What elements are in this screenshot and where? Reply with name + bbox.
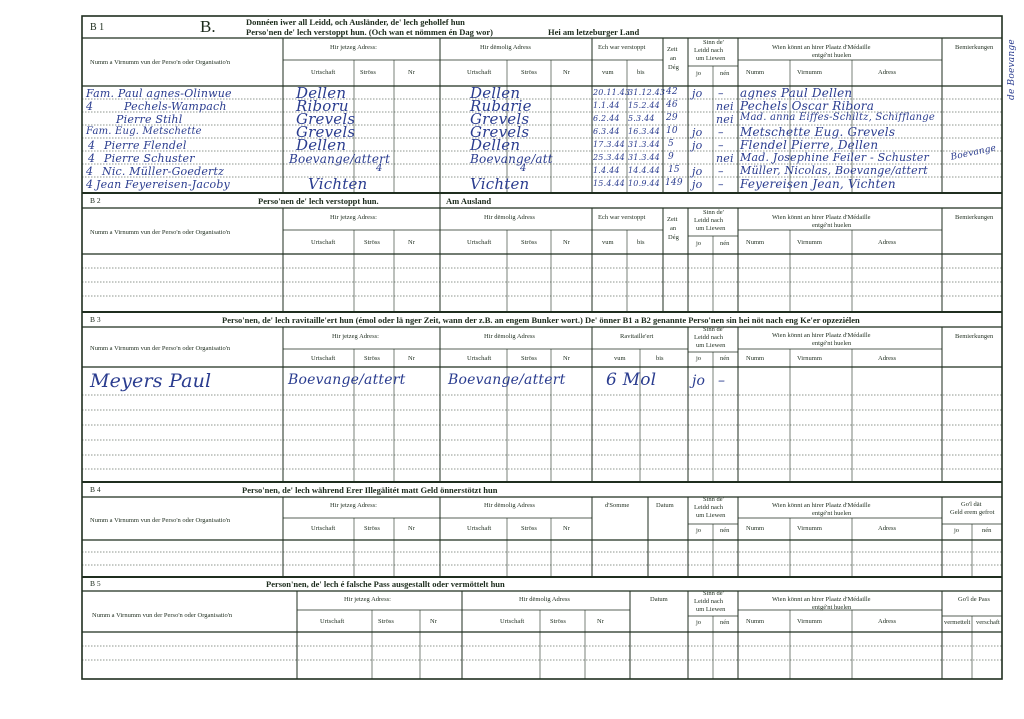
b1-hidden-header: Ech war verstoppt	[598, 44, 646, 51]
b5-town-header: Urtschaft	[320, 618, 345, 625]
b3-row-alive-yes: jo	[692, 373, 706, 389]
b1-row-from: 17.3.44	[593, 140, 625, 149]
b3-number-header: Nr	[408, 355, 415, 362]
b1-row-ditto: 4	[86, 178, 94, 191]
b2-street-header: Ströss	[364, 239, 380, 246]
b2-maddress-header: Adress	[878, 239, 897, 246]
b5-former-address-header: Hir dëmolig Adress	[519, 596, 570, 603]
b2-town-header: Urtschaft	[311, 239, 336, 246]
b1-row-medal: Pechels Oscar Ribora	[740, 99, 875, 113]
section-b-letter: B.	[200, 17, 216, 36]
b1-row-current-town: Grevels	[296, 110, 356, 128]
b2-hidden-header: Ech war verstoppt	[598, 214, 646, 221]
b1-row-former-town: Dellen	[470, 136, 521, 154]
section-b1-title-2: Perso'nen de' lech verstoppt hun. (Och wan et nömmen én Dag wor)	[246, 27, 493, 37]
b1-former-address-header: Hir dëmolig Adress	[480, 44, 531, 51]
section-b1-title-1: Donnéen iwer all Leidd, och Ausländer, de' lech gehollef hun	[246, 17, 465, 27]
b1-no-header: nén	[720, 70, 730, 77]
b1-row-alive-yes: jo	[692, 178, 703, 191]
b1-row-days: 5	[668, 139, 674, 149]
b3-former-number-header: Nr	[563, 355, 570, 362]
b3-yes-header: jo	[696, 355, 702, 362]
b1-row-to: 31.3.44	[628, 153, 660, 162]
b3-row-period: 6 Mol	[606, 370, 657, 390]
b5-yes-header: jo	[696, 619, 702, 626]
b1-maddress-header: Adress	[878, 69, 897, 76]
b1-row-days: 46	[666, 100, 678, 110]
b2-days-header-1: Zeit	[667, 216, 678, 223]
b1-row-from: 20.11.43	[593, 88, 631, 97]
b2-remarks-header: Bemierkungen	[955, 214, 994, 221]
b2-yes-header: jo	[696, 240, 702, 247]
b1-days-header-3: Dég	[668, 64, 679, 71]
margin-vertical-note: de Boevange	[1007, 39, 1017, 100]
b2-to-header: bis	[637, 239, 645, 246]
b1-row-name: Fam. Paul agnes-Olinwue	[86, 87, 232, 100]
b1-row-alive-yes: jo	[692, 165, 703, 178]
b1-row-to: 5.3.44	[628, 114, 655, 123]
b1-row-current-town: Riboru	[296, 97, 349, 115]
b1-row-former-town: Grevels	[470, 110, 530, 128]
b4-money-yes-header: jo	[954, 527, 960, 534]
b5-pass-made-header: verschaft	[976, 619, 1000, 626]
b3-alive-header-1: Sinn de'	[703, 326, 724, 333]
b1-mname-header: Numm	[746, 69, 765, 76]
b5-street-header: Ströss	[378, 618, 394, 625]
b1-row-name: Jean Feyereisen-Jacoby	[96, 178, 230, 191]
b1-days-header-1: Zeit	[667, 46, 678, 53]
b3-remarks-header: Bemierkungen	[955, 333, 994, 340]
b1-row-alive-no: nei	[716, 152, 734, 165]
b5-date-header: Datum	[650, 596, 668, 603]
b4-money-header-2: Geld erem gefrot	[950, 509, 995, 516]
b1-yes-header: jo	[696, 70, 702, 77]
b5-former-town-header: Urtschaft	[500, 618, 525, 625]
b4-money-no-header: nén	[982, 527, 992, 534]
b4-alive-header-2: Leidd nach	[694, 504, 724, 511]
b3-row-former-town: Boevange/attert	[448, 372, 566, 388]
b5-former-number-header: Nr	[597, 618, 604, 625]
b4-medal-header-1: Wien könnt an hirer Plaatz d'Médaille	[772, 502, 871, 509]
b1-current-address-header: Hir jetzeg Adress:	[330, 44, 377, 51]
b1-former-street-header: Ströss	[521, 69, 537, 76]
b1-row-from: 1.1.44	[593, 101, 620, 110]
b2-alive-header-3: um Liewen	[696, 225, 726, 232]
b1-row-name: Nic. Müller-Goedertz	[102, 165, 225, 178]
b2-from-header: vum	[602, 239, 614, 246]
b1-row-current-town: Dellen	[296, 136, 347, 154]
b3-maddress-header: Adress	[878, 355, 897, 362]
b4-yes-header: jo	[696, 527, 702, 534]
b2-former-number-header: Nr	[563, 239, 570, 246]
b4-mname-header: Numm	[746, 525, 765, 532]
b4-mfirst-header: Virnumm	[797, 525, 822, 532]
b3-row-current-town: Boevange/attert	[288, 372, 406, 388]
b1-row-current-ditto: 4	[376, 163, 383, 174]
b2-current-address-header: Hir jetzeg Adress:	[330, 214, 377, 221]
b5-former-street-header: Ströss	[550, 618, 566, 625]
b4-former-address-header: Hir dëmolig Adress	[484, 502, 535, 509]
b3-current-address-header: Hir jetzeg Adress:	[332, 333, 379, 340]
b1-town-header: Urtschaft	[311, 69, 336, 76]
b1-row-from: 25.3.44	[593, 153, 625, 162]
b4-number-header: Nr	[408, 525, 415, 532]
section-b5-code: B 5	[90, 579, 101, 588]
b1-alive-header-3: um Liewen	[696, 55, 726, 62]
b1-row-current-town: Dellen	[296, 84, 347, 102]
b3-mname-header: Numm	[746, 355, 765, 362]
b1-row-name: Pechels-Wampach	[124, 100, 227, 113]
b3-alive-header-2: Leidd nach	[694, 334, 724, 341]
b1-row-former-town: Rubarie	[470, 97, 532, 115]
b3-former-address-header: Hir dëmolig Adress	[484, 333, 535, 340]
b5-mfirst-header: Virnumm	[797, 618, 822, 625]
b1-row-medal: Metschette Eug. Grevels	[740, 125, 896, 139]
b3-row-name: Meyers Paul	[90, 370, 212, 392]
b4-current-address-header: Hir jetzeg Adress:	[330, 502, 377, 509]
b1-row-days: 15	[668, 165, 680, 175]
b4-sum-header: d'Somme	[605, 502, 630, 509]
b5-alive-header-1: Sinn de'	[703, 590, 724, 597]
b1-row-former-town: Dellen	[470, 84, 521, 102]
b1-row-medal: Flendel Pierre, Dellen	[740, 138, 879, 152]
b1-row-from: 15.4.44	[593, 179, 625, 188]
section-b4-title: Perso'nen, de' lech während Erer Illegälitét matt Geld önnerstötzt hun	[242, 485, 498, 495]
b1-row-name: Pierre Flendel	[104, 139, 187, 152]
b1-row-ditto: 4	[86, 100, 94, 113]
b3-alive-header-3: um Liewen	[696, 342, 726, 349]
b5-pass-fake-header: vermettelt	[944, 619, 971, 626]
b1-row-from: 6.2.44	[593, 114, 620, 123]
b1-row-to: 31.3.44	[628, 140, 660, 149]
section-b1-code: B 1	[90, 22, 105, 33]
b1-row-to: 31.12.43	[628, 88, 666, 97]
b5-mname-header: Numm	[746, 618, 765, 625]
b4-money-header-1: Go'l dät	[961, 501, 982, 508]
b1-days-header-2: an	[670, 55, 677, 62]
b3-from-header: vum	[614, 355, 626, 362]
b1-row-medal: Mad. anna Eiffes-Schiltz, Schifflange	[740, 112, 936, 123]
b3-former-town-header: Urtschaft	[467, 355, 492, 362]
b4-no-header: nén	[720, 527, 730, 534]
b5-alive-header-3: um Liewen	[696, 606, 726, 613]
b1-medal-header-2: entgé'nt huelen	[812, 52, 852, 59]
b1-row-to: 10.9.44	[628, 179, 660, 188]
b3-name-header: Numm a Virnumm vun der Perso'n oder Organisatio'n	[90, 345, 231, 352]
b5-medal-header-2: entgé'nt huelen	[812, 604, 852, 611]
b2-number-header: Nr	[408, 239, 415, 246]
b1-row-alive-no: –	[718, 87, 724, 100]
b1-row-to: 15.2.44	[628, 101, 660, 110]
b1-row-days: 149	[665, 178, 683, 188]
b1-row-alive-yes: jo	[692, 126, 703, 139]
b2-mfirst-header: Virnumm	[797, 239, 822, 246]
b2-former-street-header: Ströss	[521, 239, 537, 246]
b1-row-former-town: Boevange/att	[470, 152, 553, 166]
b1-row-current-town: Boevange/attert	[289, 152, 391, 166]
b3-medal-header-2: entgé'nt huelen	[812, 340, 852, 347]
b1-row-alive-no: –	[718, 178, 724, 191]
b1-row-ditto: 4	[86, 165, 94, 178]
b1-former-town-header: Urtschaft	[467, 69, 492, 76]
b2-medal-header-2: entgé'nt huelen	[812, 222, 852, 229]
b4-former-town-header: Urtschaft	[467, 525, 492, 532]
b1-remarks-header: Bemierkungen	[955, 44, 994, 51]
b1-row-to: 16.3.44	[628, 127, 660, 136]
b1-row-medal: agnes Paul Dellen	[740, 86, 853, 100]
b4-town-header: Urtschaft	[311, 525, 336, 532]
b3-former-street-header: Ströss	[521, 355, 537, 362]
b1-number-header: Nr	[408, 69, 415, 76]
b5-current-address-header: Hir jetzeg Adress:	[344, 596, 391, 603]
b4-name-header: Numm a Virnumm vun der Perso'n oder Organisatio'n	[90, 517, 231, 524]
section-b5-title: Person'nen, de' lech é falsche Pass ausgestallt oder vermöttelt hun	[266, 579, 505, 589]
b3-ravitaille-header: Ravitaille'ert	[620, 333, 654, 340]
b5-no-header: nén	[720, 619, 730, 626]
b3-to-header: bis	[656, 355, 664, 362]
section-b2-code: B 2	[90, 196, 101, 205]
b1-row-days: 42	[666, 87, 678, 97]
b4-alive-header-1: Sinn de'	[703, 496, 724, 503]
b1-row-former-town: Grevels	[470, 123, 530, 141]
b5-pass-header: Go'l de Pass	[958, 596, 990, 603]
b2-name-header: Numm a Virnumm vun der Perso'n oder Organisatio'n	[90, 229, 231, 236]
b3-row-alive-no: –	[718, 373, 726, 389]
b2-former-town-header: Urtschaft	[467, 239, 492, 246]
b4-alive-header-3: um Liewen	[696, 512, 726, 519]
b1-row-alive-yes: jo	[692, 87, 703, 100]
b1-alive-header-2: Leidd nach	[694, 47, 724, 54]
b1-row-current-town: Grevels	[296, 123, 356, 141]
b1-row-former-town: Vichten	[470, 175, 530, 193]
b1-row-days: 29	[666, 113, 678, 123]
b1-row-name: Pierre Stihl	[116, 113, 183, 126]
b5-maddress-header: Adress	[878, 618, 897, 625]
b1-row-from: 1.4.44	[593, 166, 620, 175]
b3-town-header: Urtschaft	[311, 355, 336, 362]
b1-row-medal: Feyereisen Jean, Vichten	[740, 177, 896, 191]
b1-row-days: 9	[668, 152, 674, 162]
b1-row-ditto: 4	[88, 139, 96, 152]
section-b3-title: Perso'nen, de' lech ravitaille'ert hun (émol oder lä nger Zeit, wann der z.B. an engem Bunker wort.) De' önner B1 a B2 genannte Perso'nen sin hei nöt nach eng Ke'er opzeziélen	[222, 315, 860, 325]
b2-alive-header-1: Sinn de'	[703, 209, 724, 216]
b4-maddress-header: Adress	[878, 525, 897, 532]
b2-mname-header: Numm	[746, 239, 765, 246]
b1-row-alive-no: –	[718, 165, 724, 178]
b2-days-header-3: Dég	[668, 234, 679, 241]
b1-row-alive-no: nei	[716, 113, 734, 126]
b2-no-header: nén	[720, 240, 730, 247]
b1-row-days: 10	[666, 126, 678, 136]
b1-row-from: 6.3.44	[593, 127, 620, 136]
b1-row-to: 14.4.44	[628, 166, 660, 175]
b5-number-header: Nr	[430, 618, 437, 625]
section-b2-subtitle: Am Ausland	[446, 196, 492, 206]
b3-street-header: Ströss	[364, 355, 380, 362]
section-b4-code: B 4	[90, 485, 101, 494]
b1-former-number-header: Nr	[563, 69, 570, 76]
b5-medal-header-1: Wien könnt an hirer Plaatz d'Médaille	[772, 596, 871, 603]
b1-row-alive-no: nei	[716, 100, 734, 113]
b1-row-current-town: Vichten	[308, 175, 368, 193]
b2-alive-header-2: Leidd nach	[694, 217, 724, 224]
b4-street-header: Ströss	[364, 525, 380, 532]
b1-street-header: Ströss	[360, 69, 376, 76]
b1-row-alive-yes: jo	[692, 139, 703, 152]
b1-row-name: Fam. Eug. Metschette	[86, 126, 202, 137]
b1-row-medal: Mad. Josephine Feiler - Schuster	[740, 151, 929, 164]
b1-from-header: vum	[602, 69, 614, 76]
b1-row-alive-no: –	[718, 126, 724, 139]
b2-days-header-2: an	[670, 225, 677, 232]
b2-former-address-header: Hir dëmolig Adress	[484, 214, 535, 221]
b1-row-medal: Müller, Nicolas, Boevange/attert	[740, 164, 928, 177]
b1-name-header: Numm a Virnumm vun der Perso'n oder Organisatio'n	[90, 59, 231, 66]
section-b2-title: Perso'nen de' lech verstoppt hun.	[258, 196, 379, 206]
b2-medal-header-1: Wien könnt an hirer Plaatz d'Médaille	[772, 214, 871, 221]
b5-name-header: Numm a Virnumm vun der Perso'n oder Organisatio'n	[92, 612, 233, 619]
b1-mfirst-header: Virnumm	[797, 69, 822, 76]
b1-row-name: Pierre Schuster	[104, 152, 195, 165]
section-b1-title-3: Hei am letzeburger Land	[548, 27, 640, 37]
b1-row-remark: Boevange	[949, 143, 998, 163]
b5-alive-header-2: Leidd nach	[694, 598, 724, 605]
b1-alive-header-1: Sinn de'	[703, 39, 724, 46]
b1-row-ditto: 4	[88, 152, 96, 165]
b4-date-header: Datum	[656, 502, 674, 509]
b1-to-header: bis	[637, 69, 645, 76]
b3-medal-header-1: Wien könnt an hirer Plaatz d'Médaille	[772, 332, 871, 339]
b4-medal-header-2: entgé'nt huelen	[812, 510, 852, 517]
b1-row-former-ditto: 4	[520, 163, 527, 174]
b1-medal-header-1: Wien könnt an hirer Plaatz d'Médaille	[772, 44, 871, 51]
b1-row-alive-no: –	[718, 139, 724, 152]
b3-mfirst-header: Virnumm	[797, 355, 822, 362]
b4-former-street-header: Ströss	[521, 525, 537, 532]
b3-no-header: nén	[720, 355, 730, 362]
b4-former-number-header: Nr	[563, 525, 570, 532]
section-b3-code: B 3	[90, 315, 101, 324]
